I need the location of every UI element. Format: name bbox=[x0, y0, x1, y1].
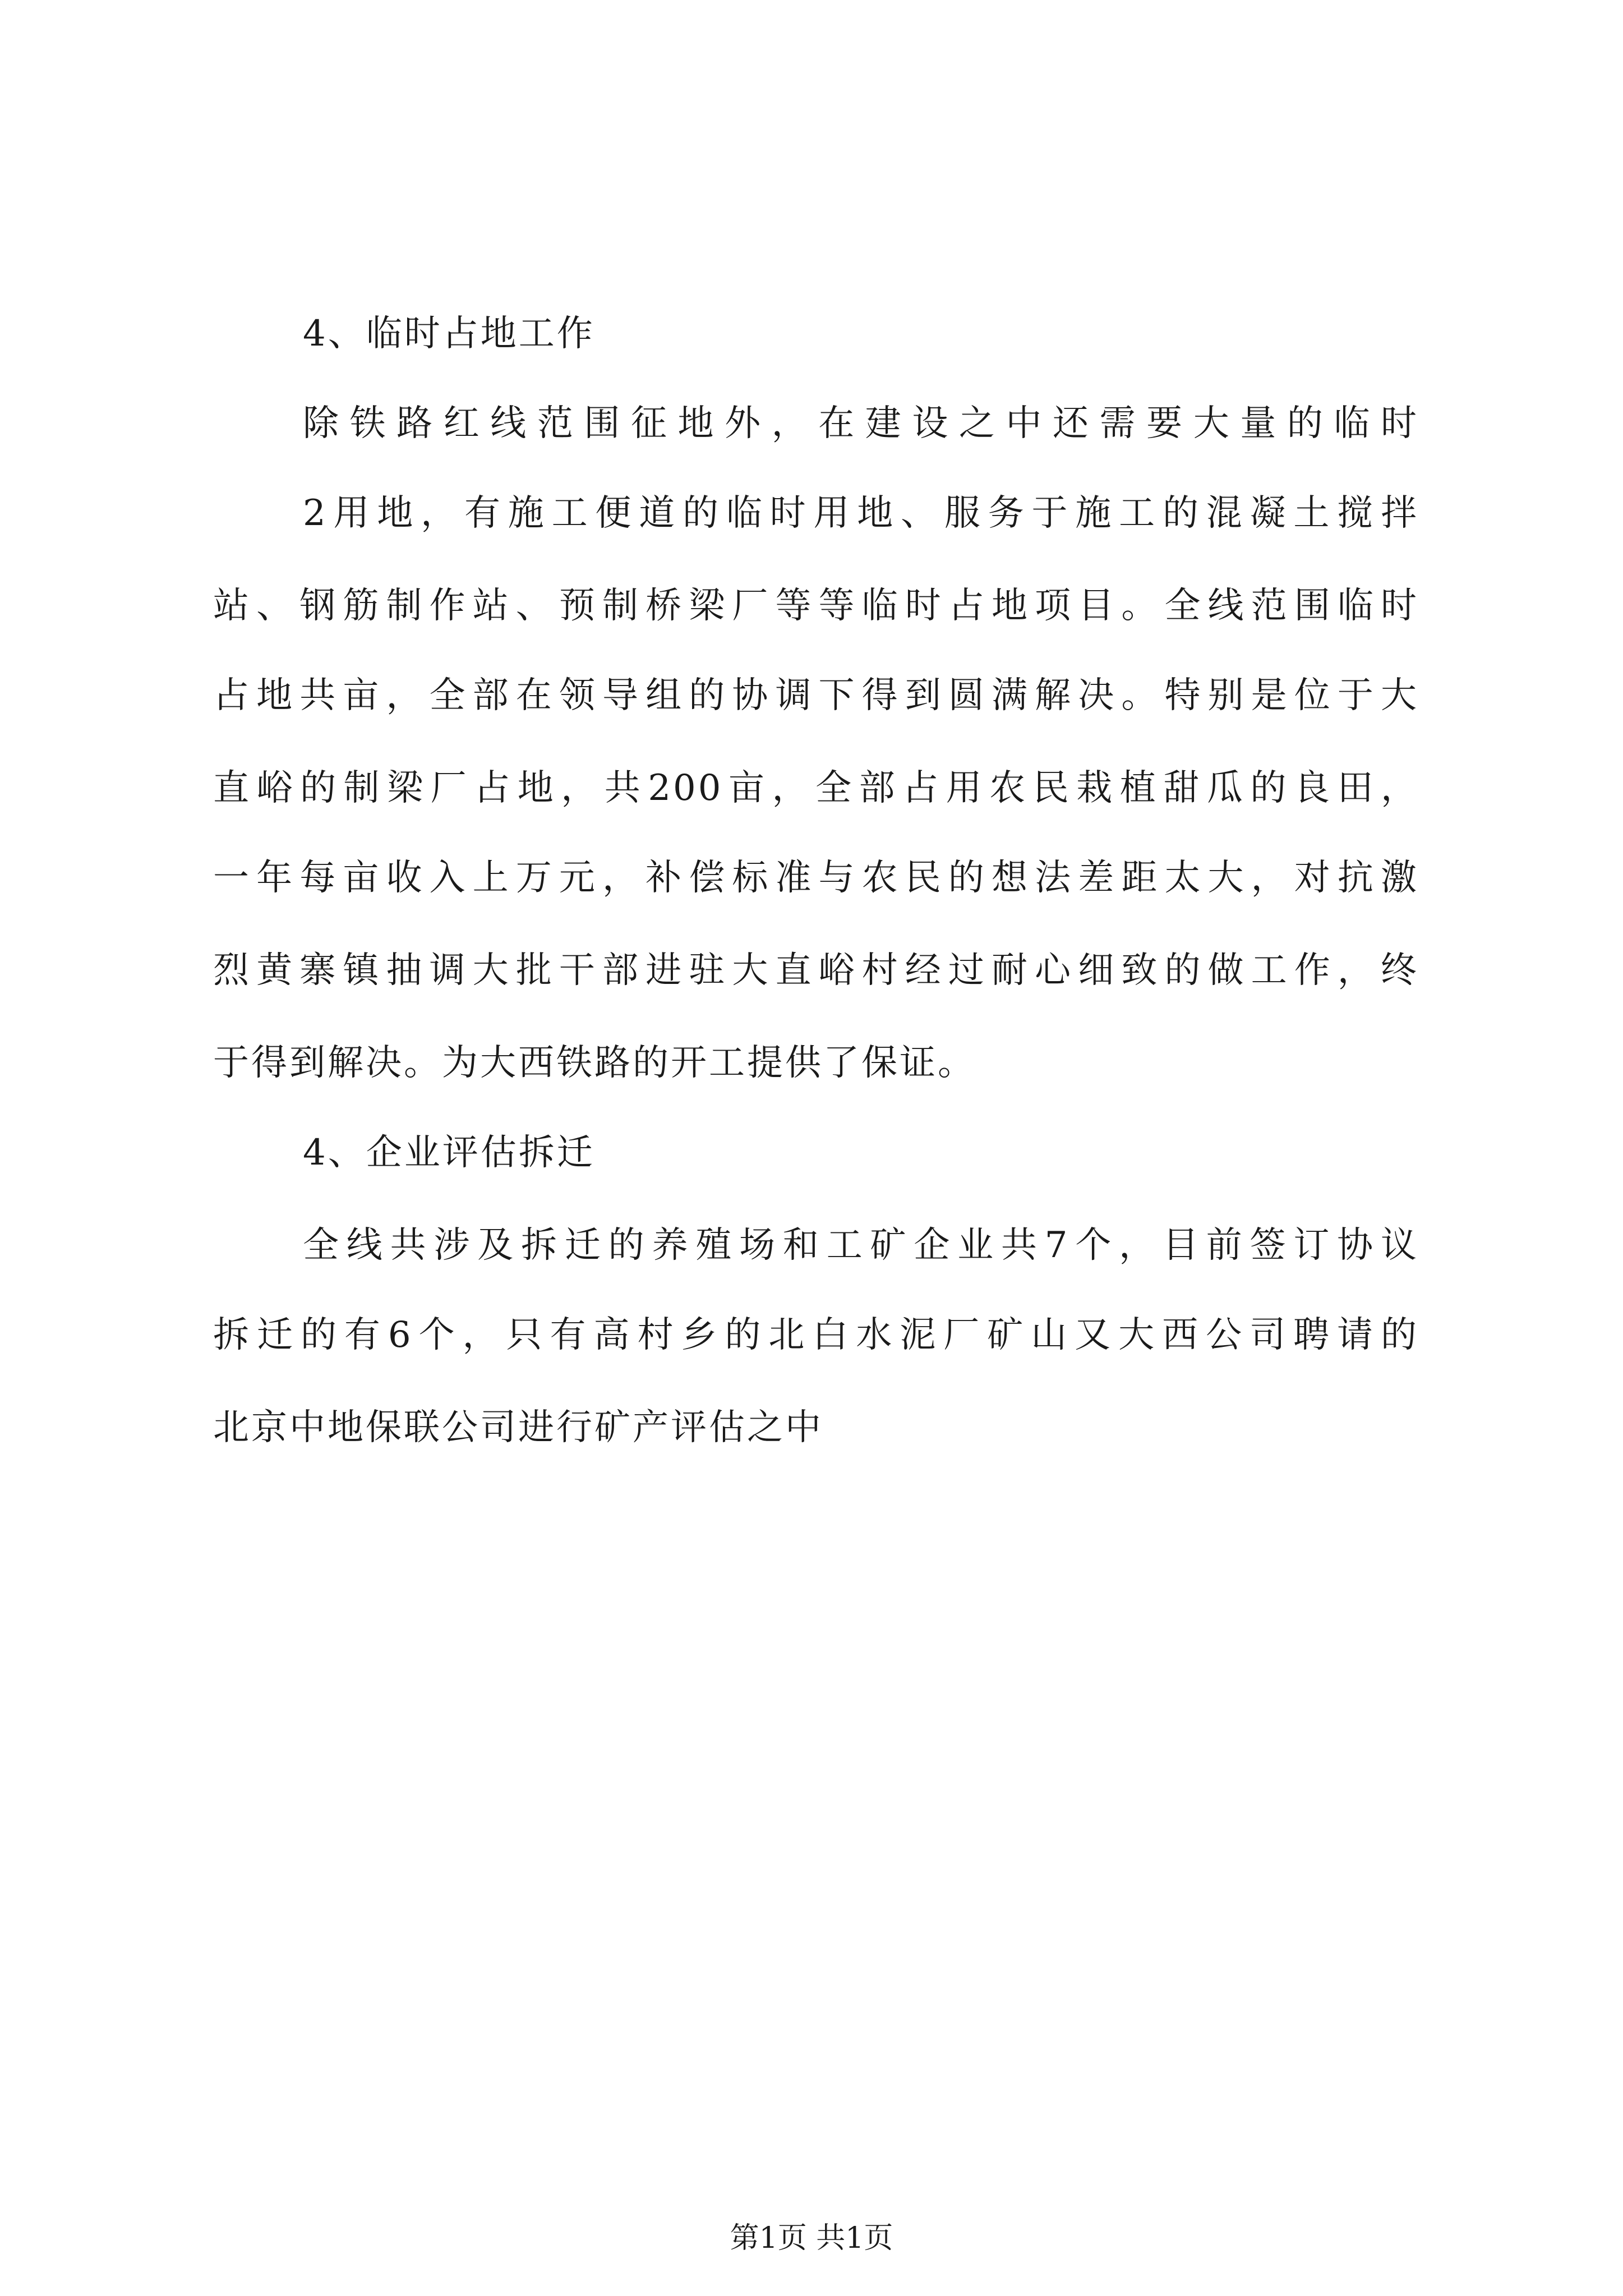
paragraph-line: 一年每亩收入上万元，补偿标准与农民的想法差距太大，对抗激 bbox=[213, 857, 1419, 899]
paragraph-line: 直峪的制梁厂占地，共200亩，全部占用农民栽植甜瓜的良田， bbox=[213, 767, 1419, 809]
paragraph-line: 烈黄寨镇抽调大批干部进驻大直峪村经过耐心细致的做工作，终 bbox=[213, 950, 1419, 991]
paragraph-line: 全线共涉及拆迁的养殖场和工矿企业共7个，目前签订协议 bbox=[303, 1225, 1419, 1266]
page-footer: 第1页 共1页 bbox=[730, 2221, 893, 2255]
paragraph-line: 除铁路红线范围征地外，在建设之中还需要大量的临时 bbox=[303, 403, 1419, 444]
paragraph-line: 2用地，有施工便道的临时用地、服务于施工的混凝土搅拌 bbox=[303, 493, 1419, 534]
paragraph-line: 于得到解决。为大西铁路的开工提供了保证。 bbox=[213, 1042, 976, 1084]
paragraph-line: 占地共亩，全部在领导组的协调下得到圆满解决。特别是位于大 bbox=[213, 675, 1419, 716]
paragraph-line: 站、钢筋制作站、预制桥梁厂等等临时占地项目。全线范围临时 bbox=[213, 585, 1419, 627]
heading-enterprise-relocation: 4、企业评估拆迁 bbox=[303, 1132, 595, 1174]
paragraph-line: 拆迁的有6个，只有高村乡的北白水泥厂矿山又大西公司聘请的 bbox=[213, 1314, 1419, 1356]
heading-temporary-land: 4、临时占地工作 bbox=[303, 313, 595, 355]
paragraph-line: 北京中地保联公司进行矿产评估之中 bbox=[213, 1407, 823, 1448]
